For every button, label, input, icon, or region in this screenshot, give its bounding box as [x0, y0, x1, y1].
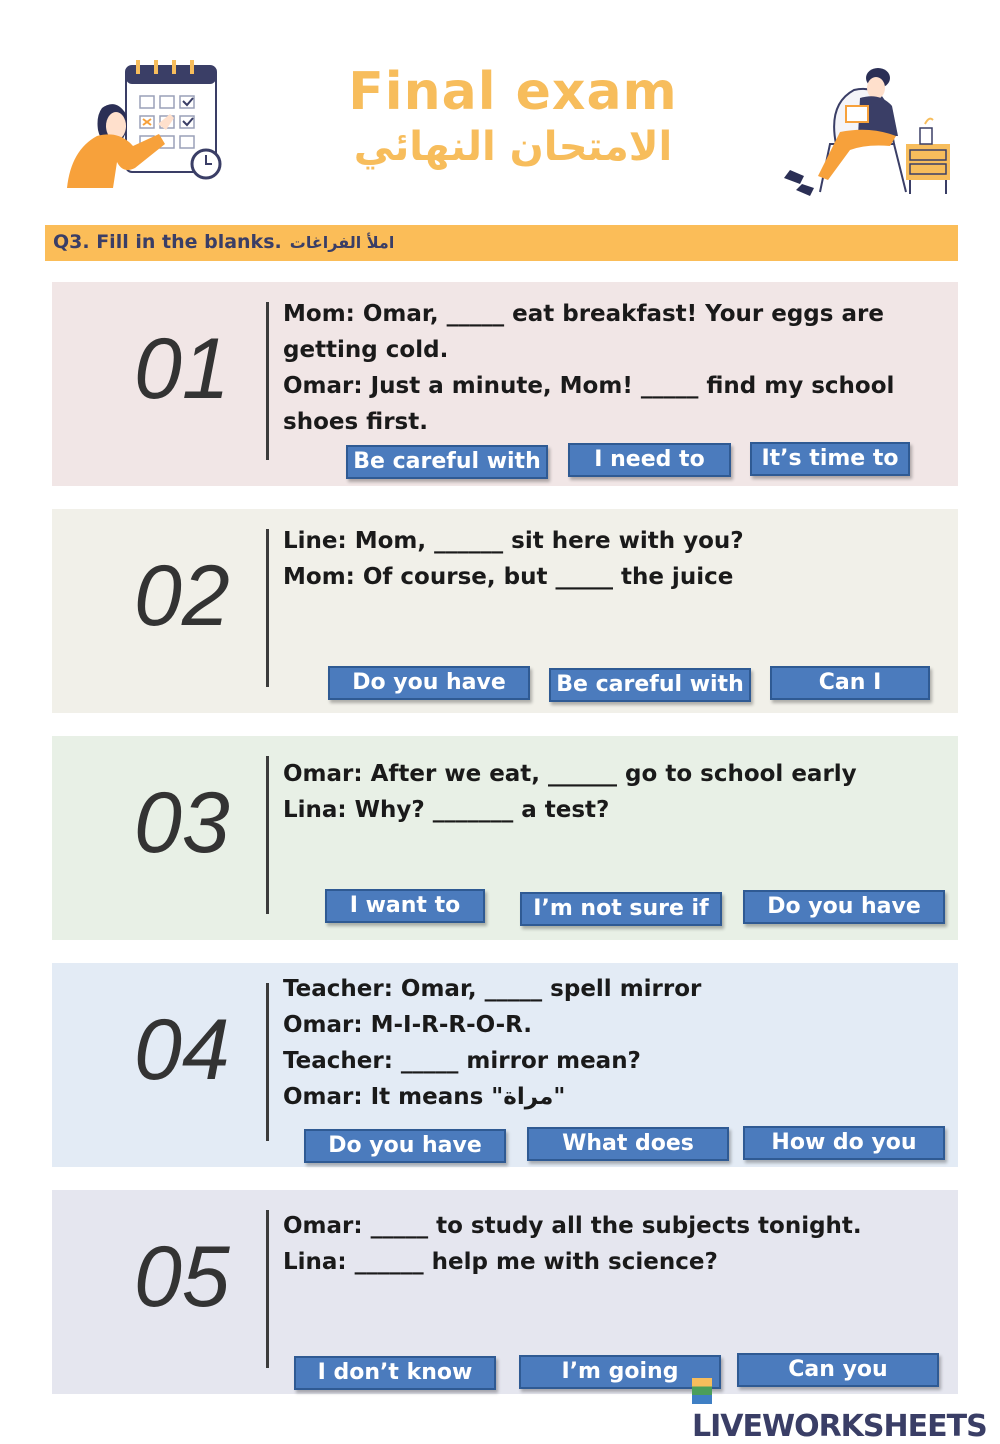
dialogue-line: Omar: Just a minute, Mom! _____ find my school [283, 373, 895, 399]
question-card-2 [52, 509, 958, 713]
answer-option[interactable]: Do you have [304, 1129, 506, 1163]
dialogue-line: Mom: Omar, _____ eat breakfast! Your eggs are [283, 301, 884, 327]
answer-option[interactable]: I’m going [519, 1355, 721, 1389]
answer-option[interactable]: I’m not sure if [520, 892, 722, 926]
dialogue-text [283, 756, 943, 828]
answer-option[interactable]: Be careful with [549, 668, 751, 702]
question-number: 01 [134, 321, 230, 417]
liveworksheets-logo [692, 1374, 1000, 1444]
question-label-ar: املأ الفراغات [289, 233, 395, 252]
answer-option[interactable]: Can you [737, 1353, 939, 1387]
exam-title-en: Final exam [348, 62, 678, 122]
question-number: 03 [134, 775, 230, 871]
dialogue-line: getting cold. [283, 337, 449, 363]
question-card-4 [52, 963, 958, 1167]
dialogue-line: Omar: M-I-R-R-O-R. [283, 1012, 533, 1038]
divider-line [266, 302, 269, 460]
dialogue-line: Teacher: _____ mirror mean? [283, 1048, 641, 1074]
answer-option[interactable]: I need to [568, 443, 731, 477]
dialogue-text [283, 296, 943, 440]
dialogue-line: Line: Mom, ______ sit here with you? [283, 528, 744, 554]
dialogue-line: Omar: _____ to study all the subjects tonight. [283, 1213, 862, 1239]
answer-option[interactable]: I don’t know [294, 1356, 496, 1390]
question-number: 04 [134, 1002, 230, 1098]
dialogue-line: Teacher: Omar, _____ spell mirror [283, 976, 702, 1002]
question-label [53, 231, 394, 253]
dialogue-line: shoes first. [283, 409, 428, 435]
question-bar [45, 225, 958, 261]
liveworksheets-logo-icon [692, 1378, 712, 1404]
dialogue-text [283, 523, 943, 595]
dialogue-text [283, 971, 943, 1115]
question-card-5 [52, 1190, 958, 1394]
answer-option[interactable]: Do you have [328, 666, 530, 700]
question-card-3 [52, 736, 958, 940]
question-number: 02 [134, 548, 230, 644]
answer-option[interactable]: Be careful with [346, 445, 548, 479]
dialogue-line: Omar: After we eat, ______ go to school early [283, 761, 857, 787]
answer-option[interactable]: I want to [325, 889, 485, 923]
answer-option[interactable]: How do you [743, 1126, 945, 1160]
dialogue-line: Mom: Of course, but _____ the juice [283, 564, 734, 590]
exam-title-ar: الامتحان النهائي [353, 124, 673, 170]
divider-line [266, 1210, 269, 1368]
dialogue-line: Omar: It means "مراة" [283, 1084, 566, 1110]
answer-option[interactable]: What does [527, 1127, 729, 1161]
divider-line [266, 756, 269, 914]
answer-option[interactable]: It’s time to [750, 442, 910, 476]
question-number: 05 [134, 1229, 230, 1325]
answer-option[interactable]: Do you have [743, 890, 945, 924]
answer-option[interactable]: Can I [770, 666, 930, 700]
dialogue-line: Lina: Why? _______ a test? [283, 797, 610, 823]
divider-line [266, 983, 269, 1141]
question-card-1 [52, 282, 958, 486]
divider-line [266, 529, 269, 687]
dialogue-text [283, 1208, 943, 1280]
dialogue-line: Lina: ______ help me with science? [283, 1249, 718, 1275]
liveworksheets-logo-text: LIVEWORKSHEETS [692, 1409, 987, 1444]
question-label-en: Q3. Fill in the blanks. [53, 231, 282, 253]
